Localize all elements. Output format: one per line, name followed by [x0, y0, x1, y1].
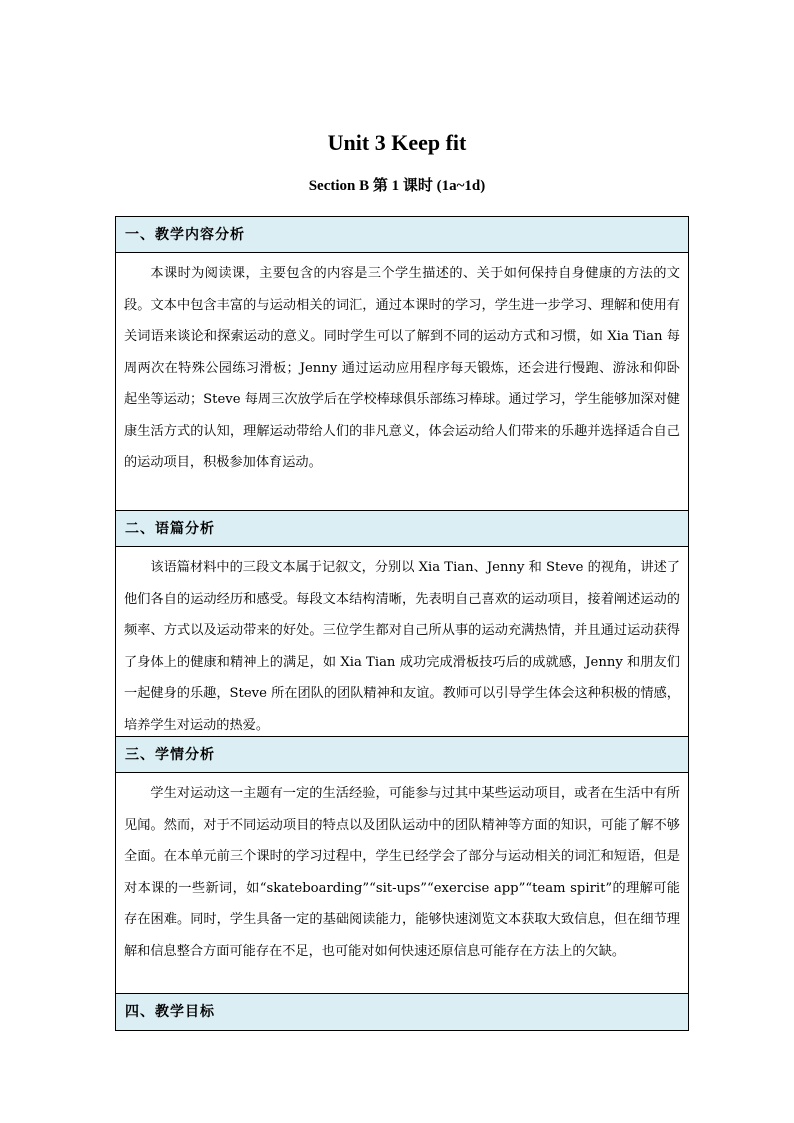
section-heading-discourse-analysis: 二、语篇分析 [116, 511, 688, 547]
section-heading-learner-analysis: 三、学情分析 [116, 737, 688, 773]
lesson-plan-table [115, 216, 689, 1031]
section-body-content-analysis: 本课时为阅读课，主要包含的内容是三个学生描述的、关于如何保持自身健康的方法的文段。文本中包含丰富的与运动相关的词汇，通过本课时的学习，学生进一步学习、理解和使用有关词语来谈论和探索运动的意义。同时学生可以了解到不同的运动方式和习惯，如 Xia Tian 每周两次在特殊公园练习滑板；Jenny 通过运动应用程序每天锻炼，还会进行慢跑、游泳和仰卧起坐等运动；Steve 每周三次放学后在学校棒球俱乐部练习棒球。通过学习，学生能够加深对健康生活方式的认知，理解运动带给人们的非凡意义，体会运动给人们带来的乐趣并选择适合自己的运动项目，积极参加体育运动。 [116, 253, 688, 511]
page-subtitle: Section B 第 1 课时 (1a~1d) [308, 178, 486, 194]
section-body-discourse-analysis: 该语篇材料中的三段文本属于记叙文，分别以 Xia Tian、Jenny 和 Steve 的视角，讲述了他们各自的运动经历和感受。每段文本结构清晰，先表明自己喜欢的运动项目，接着阐述运动的频率、方式以及运动带来的好处。三位学生都对自己所从事的运动充满热情，并且通过运动获得了身体上的健康和精神上的满足，如 Xia Tian 成功完成滑板技巧后的成就感，Jenny 和朋友们一起健身的乐趣，Steve 所在团队的团队精神和友谊。教师可以引导学生体会这种积极的情感，培养学生对运动的热爱。 [116, 547, 688, 737]
section-body-learner-analysis: 学生对运动这一主题有一定的生活经验，可能参与过其中某些运动项目，或者在生活中有所见闻。然而，对于不同运动项目的特点以及团队运动中的团队精神等方面的知识，可能了解不够全面。在本单元前三个课时的学习过程中，学生已经学会了部分与运动相关的词汇和短语，但是对本课的一些新词，如“skateboarding”“sit-ups”“exercise app”“team spirit”的理解可能存在困难。同时，学生具备一定的基础阅读能力，能够快速浏览文本获取大致信息，但在细节理解和信息整合方面可能存在不足，也可能对如何快速还原信息可能存在方法上的欠缺。 [116, 773, 688, 994]
section-heading-content-analysis: 一、教学内容分析 [116, 217, 688, 253]
section-heading-teaching-objectives: 四、教学目标 [116, 994, 688, 1030]
page-title: Unit 3 Keep fit [327, 130, 467, 155]
